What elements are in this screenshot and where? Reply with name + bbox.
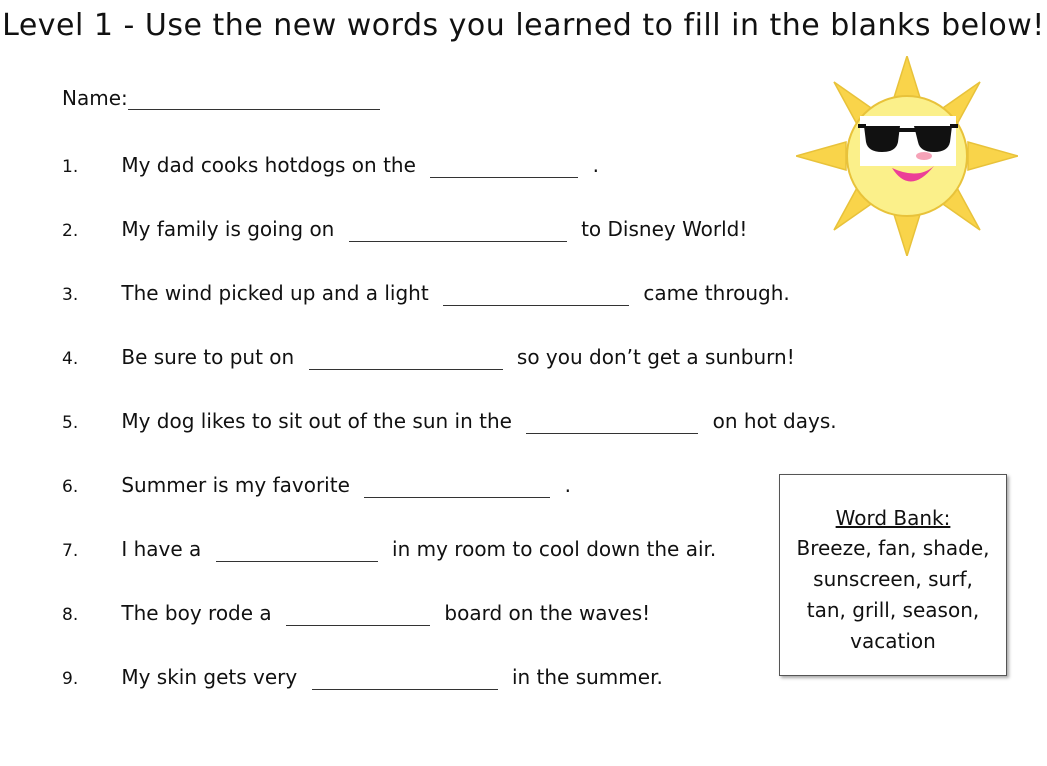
question-4 (62, 342, 795, 372)
question-9 (62, 662, 663, 692)
question-text-before: My skin gets very (121, 665, 298, 689)
question-number: 4. (62, 349, 79, 369)
word-bank-line: Breeze, fan, shade, (796, 536, 990, 560)
question-text-before: My family is going on (121, 217, 335, 241)
question-text-before: Be sure to put on (121, 345, 295, 369)
answer-blank[interactable] (216, 539, 378, 562)
name-blank-line[interactable] (128, 87, 380, 110)
name-label: Name: (62, 86, 128, 110)
answer-blank[interactable] (430, 155, 578, 178)
question-text-after: so you don’t get a sunburn! (516, 345, 795, 369)
question-text-after: came through. (643, 281, 790, 305)
question-text-after: on hot days. (712, 409, 837, 433)
answer-blank[interactable] (309, 347, 503, 370)
question-text-after: to Disney World! (581, 217, 748, 241)
question-text-before: My dog likes to sit out of the sun in the (121, 409, 512, 433)
question-number: 5. (62, 413, 79, 433)
question-text-before: My dad cooks hotdogs on the (121, 153, 416, 177)
cheek (916, 152, 932, 160)
question-7 (62, 534, 716, 564)
worksheet-title: Level 1 - Use the new words you learned to fill in the blanks below! (2, 8, 1045, 43)
answer-blank[interactable] (286, 603, 430, 626)
answer-blank[interactable] (312, 667, 498, 690)
question-text-before: Summer is my favorite (121, 473, 350, 497)
question-6 (62, 470, 571, 500)
question-text-before: The wind picked up and a light (121, 281, 429, 305)
answer-blank[interactable] (526, 411, 698, 434)
question-number: 9. (62, 669, 79, 689)
question-text-after: in my room to cool down the air. (392, 537, 717, 561)
word-bank-line: tan, grill, season, (806, 598, 980, 622)
question-text-after: . (592, 153, 599, 177)
question-2 (62, 214, 747, 244)
question-number: 1. (62, 157, 79, 177)
question-5 (62, 406, 837, 436)
question-number: 3. (62, 285, 79, 305)
name-field (62, 86, 380, 110)
answer-blank[interactable] (349, 219, 567, 242)
question-number: 2. (62, 221, 79, 241)
question-number: 7. (62, 541, 79, 561)
sun-with-sunglasses-icon (796, 56, 1018, 256)
question-8 (62, 598, 650, 628)
word-bank-title: Word Bank: (835, 506, 951, 530)
question-number: 6. (62, 477, 79, 497)
word-bank-line: vacation (850, 629, 936, 653)
question-1 (62, 150, 599, 180)
sunglasses-icon (858, 116, 958, 166)
question-number: 8. (62, 605, 79, 625)
question-text-after: in the summer. (511, 665, 663, 689)
question-text-before: I have a (121, 537, 202, 561)
answer-blank[interactable] (443, 283, 629, 306)
question-3 (62, 278, 790, 308)
word-bank-line: sunscreen, surf, (813, 567, 973, 591)
question-text-before: The boy rode a (121, 601, 272, 625)
word-bank-box (779, 474, 1007, 676)
answer-blank[interactable] (364, 475, 550, 498)
question-text-after: . (564, 473, 571, 497)
question-text-after: board on the waves! (444, 601, 651, 625)
